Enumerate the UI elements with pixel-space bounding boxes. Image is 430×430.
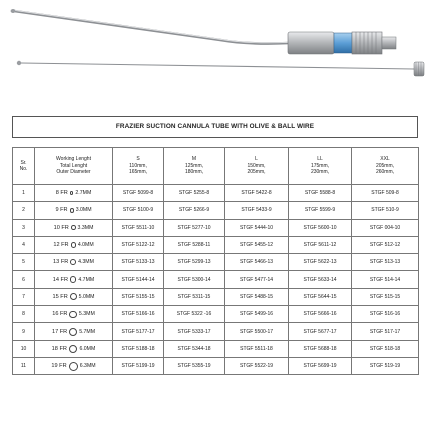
diameter-circle-icon [70, 208, 74, 212]
code-ll: STGF 5588-8 [289, 185, 352, 202]
diameter-circle-icon [70, 293, 77, 300]
table-row [13, 340, 419, 357]
code-ll: STGF 5677-17 [289, 323, 352, 340]
outer-diameter: 4.7MM [78, 276, 95, 283]
code-m: STGF 5333-17 [164, 323, 225, 340]
table-row [13, 185, 419, 202]
fr-od-cell [35, 185, 113, 202]
fr-size: 12 FR [53, 242, 69, 249]
row-number: 4 [13, 236, 35, 253]
fr-od-cell [35, 202, 113, 219]
fr-od-cell [35, 323, 113, 340]
code-xxl: STGF 514-14 [352, 271, 419, 288]
fr-size: 13 FR [53, 259, 69, 266]
fr-od-cell [35, 357, 113, 374]
fr-size: 18 FR [51, 345, 67, 352]
diameter-circle-icon [69, 345, 78, 354]
code-xxl: STGF 516-16 [352, 306, 419, 323]
suction-cannula-tube [11, 9, 396, 54]
fr-od-cell [35, 306, 113, 323]
code-xxl: STGF 004-10 [352, 219, 419, 236]
diameter-circle-icon [69, 311, 76, 318]
header-xxl: XXL 205mm, 260mm, [352, 148, 419, 185]
code-s: STGF 5199-19 [113, 357, 164, 374]
code-l: STGF 5444-10 [225, 219, 289, 236]
outer-diameter: 6.0MM [79, 345, 96, 352]
diameter-circle-icon [69, 328, 77, 336]
code-ll: STGF 5644-15 [289, 288, 352, 305]
table-row [13, 202, 419, 219]
table-row [13, 288, 419, 305]
fr-od-cell [35, 254, 113, 271]
row-number: 9 [13, 323, 35, 340]
code-l: STGF 5511-18 [225, 340, 289, 357]
outer-diameter: 5.7MM [79, 328, 96, 335]
row-number: 7 [13, 288, 35, 305]
table-row [13, 219, 419, 236]
table-row [13, 306, 419, 323]
code-m: STGF 5288-11 [164, 236, 225, 253]
code-ll: STGF 5599-9 [289, 202, 352, 219]
outer-diameter: 3.0MM [75, 207, 92, 214]
fr-size: 15 FR [52, 293, 68, 300]
header-m: M 125mm, 180mm, [164, 148, 225, 185]
header-working: Working Lenght Total Lenght Outer Diameter [35, 148, 113, 185]
table-header-row [13, 148, 419, 185]
fr-size: 17 FR [51, 328, 68, 335]
header-ll: LL 175mm, 230mm, [289, 148, 352, 185]
outer-diameter: 5.3MM [78, 311, 95, 318]
fr-od-cell [35, 236, 113, 253]
code-m: STGF 5322 -16 [164, 306, 225, 323]
code-m: STGF 5344-18 [164, 340, 225, 357]
code-s: STGF 5144-14 [113, 271, 164, 288]
fr-size: 16 FR [52, 311, 68, 318]
fr-od-cell [35, 288, 113, 305]
code-xxl: STGF 509-8 [352, 185, 419, 202]
table-body [13, 185, 419, 375]
code-l: STGF 5500-17 [225, 323, 289, 340]
code-m: STGF 5299-13 [164, 254, 225, 271]
diameter-circle-icon [71, 242, 76, 247]
diameter-circle-icon [70, 259, 76, 265]
diameter-circle-icon [70, 276, 76, 282]
code-xxl: STGF 518-18 [352, 340, 419, 357]
table-row [13, 323, 419, 340]
row-number: 8 [13, 306, 35, 323]
code-l: STGF 5477-14 [225, 271, 289, 288]
code-s: STGF 5155-15 [113, 288, 164, 305]
fr-size: 14 FR [52, 276, 69, 283]
table-title: FRAZIER SUCTION CANNULA TUBE WITH OLIVE & BALL WIRE [12, 116, 418, 138]
row-number: 11 [13, 357, 35, 374]
code-ll: STGF 5622-13 [289, 254, 352, 271]
fr-size: 9 FR [55, 207, 68, 214]
size-table [12, 147, 419, 375]
code-l: STGF 5455-12 [225, 236, 289, 253]
row-number: 10 [13, 340, 35, 357]
code-m: STGF 5300-14 [164, 271, 225, 288]
code-l: STGF 5522-19 [225, 357, 289, 374]
code-l: STGF 5422-8 [225, 185, 289, 202]
row-number: 6 [13, 271, 35, 288]
ball-wire [17, 61, 424, 76]
code-ll: STGF 5699-19 [289, 357, 352, 374]
table-row [13, 271, 419, 288]
fr-od-cell [35, 271, 113, 288]
code-m: STGF 5255-8 [164, 185, 225, 202]
code-s: STGF 5511-10 [113, 219, 164, 236]
code-l: STGF 5466-13 [225, 254, 289, 271]
diameter-circle-icon [71, 225, 76, 230]
row-number: 2 [13, 202, 35, 219]
code-l: STGF 5499-16 [225, 306, 289, 323]
outer-diameter: 2.7MM [75, 190, 92, 197]
code-s: STGF 5099-8 [113, 185, 164, 202]
code-ll: STGF 5600-10 [289, 219, 352, 236]
table-row [13, 357, 419, 374]
fr-od-cell [35, 219, 113, 236]
code-m: STGF 5311-15 [164, 288, 225, 305]
code-m: STGF 5277-10 [164, 219, 225, 236]
fr-size: 8 FR [55, 190, 68, 197]
table-row [13, 236, 419, 253]
row-number: 5 [13, 254, 35, 271]
code-s: STGF 5188-18 [113, 340, 164, 357]
code-xxl: STGF 513-13 [352, 254, 419, 271]
code-ll: STGF 5666-16 [289, 306, 352, 323]
code-m: STGF 5266-9 [164, 202, 225, 219]
code-s: STGF 5100-9 [113, 202, 164, 219]
diameter-circle-icon [70, 191, 74, 195]
code-s: STGF 5122-12 [113, 236, 164, 253]
code-m: STGF 5355-19 [164, 357, 225, 374]
code-s: STGF 5177-17 [113, 323, 164, 340]
code-xxl: STGF 512-12 [352, 236, 419, 253]
product-table-section [12, 116, 418, 375]
fr-size: 19 FR [51, 363, 67, 370]
header-l: L 150mm, 205mm, [225, 148, 289, 185]
outer-diameter: 3.3MM [77, 224, 94, 231]
code-ll: STGF 5611-12 [289, 236, 352, 253]
fr-size: 10 FR [53, 224, 69, 231]
code-ll: STGF 5633-14 [289, 271, 352, 288]
code-xxl: STGF 517-17 [352, 323, 419, 340]
code-xxl: STGF 510-9 [352, 202, 419, 219]
code-ll: STGF 5688-18 [289, 340, 352, 357]
header-sr: Sr. No. [13, 148, 35, 185]
code-l: STGF 5488-15 [225, 288, 289, 305]
code-s: STGF 5133-13 [113, 254, 164, 271]
outer-diameter: 4.0MM [77, 242, 94, 249]
fr-od-cell [35, 340, 113, 357]
outer-diameter: 6.3MM [79, 363, 96, 370]
code-xxl: STGF 515-15 [352, 288, 419, 305]
code-l: STGF 5433-9 [225, 202, 289, 219]
row-number: 3 [13, 219, 35, 236]
code-xxl: STGF 519-19 [352, 357, 419, 374]
outer-diameter: 5.0MM [78, 293, 95, 300]
row-number: 1 [13, 185, 35, 202]
table-row [13, 254, 419, 271]
diameter-circle-icon [69, 362, 78, 371]
outer-diameter: 4.3MM [78, 259, 94, 266]
product-image [0, 0, 430, 110]
header-s: S 110mm, 165mm, [113, 148, 164, 185]
code-s: STGF 5166-16 [113, 306, 164, 323]
